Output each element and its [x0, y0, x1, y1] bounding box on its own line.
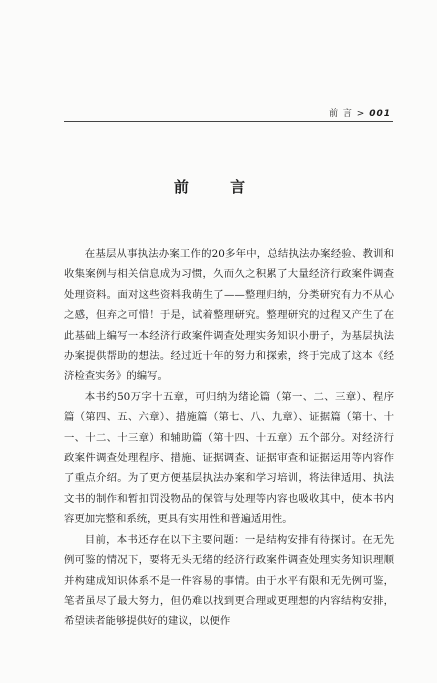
running-header — [329, 106, 391, 119]
paragraph-2: 本书约50万字十五章，可归纳为绪论篇（第一、二、三章）、程序篇（第四、五、六章）、措施篇（第七、八、九章）、证据篇（第十、十一、十二、十三章）和辅助篇（第十四、十五章）五个部分。对经济行政案件调查处理程序、措施、证据调查、证据审查和证据运用等内容作了重点介绍。为了更方便基层执法办案和学习培训，将法律适用、执法文书的制作和暂扣罚没物品的保管与处理等内容也吸收其中，使本书内容更加完整和系统，更具有实用性和普遍适用性。 — [64, 390, 394, 526]
page-number: 001 — [369, 109, 391, 119]
body-text — [64, 244, 394, 632]
page-title: 前 言 — [173, 178, 264, 196]
header-section: 前 言 > — [329, 109, 366, 119]
paragraph-3: 目前，本书还存在以下主要问题：一是结构安排有待探讨。在无先例可鉴的情况下，要将无头无绪的经济行政案件调查处理实务知识理顺并构建成知识体系不是一件容易的事情。由于水平有限和无先例可鉴，笔者虽尽了最大努力，但仍难以找到更合理或更理想的内容结构安排，希望读者能够提供好的建议，以便作 — [64, 533, 394, 628]
header-rule — [64, 121, 393, 122]
paragraph-1: 在基层从事执法办案工作的20多年中，总结执法办案经验、教训和收集案例与相关信息成为习惯，久而久之积累了大量经济行政案件调查处理资料。面对这些资料我萌生了——整理归纳，分类研究有力不从心之感，但弃之可惜！于是，试着整理研究。整理研究的过程又产生了在此基础上编写一本经济行政案件调查处理实务知识小册子，为基层执法办案提供帮助的想法。经过近十年的努力和探索，终于完成了这本《经济检查实务》的编写。 — [64, 248, 394, 383]
